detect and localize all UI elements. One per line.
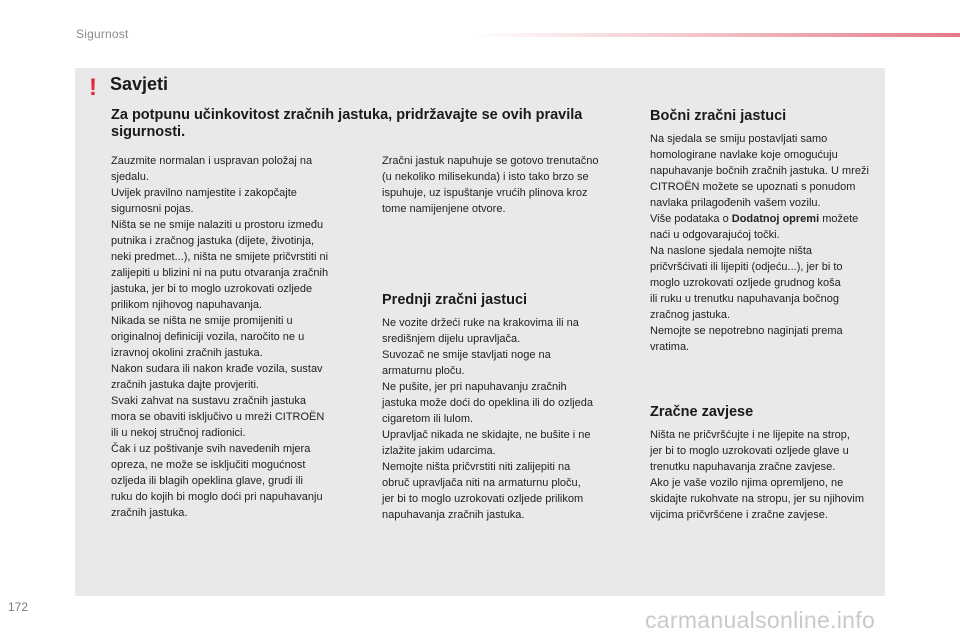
intro-heading: Za potpunu učinkovitost zračnih jastuka, pridržavajte se ovih pravila sigurnosti. — [111, 107, 583, 140]
side-text-a: Na sjedala se smiju postavljati samo homologirane navlake koje omogućuju napuhavanje bočnih zračnih jastuka. U mreži CITROËN možete se upoznati s ponudom navlaka prilagođenih vašem vozilu. Više podataka o — [650, 133, 869, 225]
panel-title: Savjeti — [110, 74, 169, 94]
side-airbags-heading: Bočni zračni jastuci — [650, 108, 787, 124]
front-airbags-heading: Prednji zračni jastuci — [382, 292, 528, 308]
side-airbags-text — [650, 131, 900, 355]
curtain-airbags-text: Ništa ne pričvršćujte i ne lijepite na strop, jer bi to moglo uzrokovati ozljede glave u trenutku napuhavanja zračne zavjese. Ako je vaše vozilo njima opremljeno, ne skidajte rukohvate na stropu, jer su njihovim vijcima pričvršćene i zračne zavjese. — [650, 429, 864, 521]
front-airbags-text: Ne vozite držeći ruke na krakovima ili na središnjem dijelu upravljača. Suvozač ne smije stavljati noge na armaturnu ploču. Ne pušite, jer pri napuhavanju zračnih jastuka može doći do opeklina ili do ozljeda cigaretom ili lulom. Upravljač nikada ne skidajte, ne bušite i ne izlažite jakim udarcima. Nemojte ništa pričvrstiti niti zalijepiti na obruč upravljača niti na armaturnu ploču, jer bi to moglo uzrokovati ozljede prilikom napuhavanja zračnih jastuka. — [382, 317, 593, 521]
curtain-airbags-heading: Zračne zavjese — [650, 404, 754, 420]
page-number: 172 — [8, 600, 29, 614]
accessories-link-text: Dodatnoj opremi — [731, 213, 820, 225]
header-accent-bar — [470, 33, 960, 37]
col2-intro-text: Zračni jastuk napuhuje se gotovo trenutačno (u nekoliko milisekunda) i isto tako brzo se ispuhuje, uz ispuštanje vrućih plinova kroz tome namijenjene otvore. — [382, 155, 599, 215]
exclamation-icon: ! — [89, 74, 97, 101]
watermark: carmanualsonline.info — [645, 607, 876, 633]
side-text-b: možete naći u odgovarajućoj točki. Na naslone sjedala nemojte ništa pričvršćivati ili lijepiti (odjeću...), jer bi to moglo uzrokovati ozljede grudnog koša ili ruku u trenutku napuhavanja bočnog zračnog jastuka. Nemojte se nepotrebno naginjati prema vratima. — [650, 213, 859, 353]
col1-text: Zauzmite normalan i uspravan položaj na sjedalu. Uvijek pravilno namjestite i zakopčajte sigurnosni pojas. Ništa se ne smije nalaziti u prostoru između putnika i zračnog jastuka (dijete, životinja, neki predmet...), ništa ne smijete pričvrstiti ni zalijepiti u blizini ni na putu otvaranja zračnih jastuka, jer bi to moglo uzrokovati ozljede prilikom njihovog napuhavanja. Nikada se ništa ne smije promijeniti u originalnoj definiciji vozila, naročito ne u izravnoj okolini zračnih jastuka. Nakon sudara ili nakon krađe vozila, sustav zračnih jastuka dajte provjeriti. Svaki zahvat na sustavu zračnih jastuka mora se obaviti isključivo u mreži CITROËN ili u nekoj stručnoj radionici. Čak i uz poštivanje svih navedenih mjera opreza, ne može se isključiti mogućnost ozljeda ili blagih opeklina glave, grudi ili ruku do kojih bi moglo doći pri napuhavanju zračnih jastuka. — [111, 155, 329, 519]
section-title: Sigurnost — [76, 27, 129, 41]
